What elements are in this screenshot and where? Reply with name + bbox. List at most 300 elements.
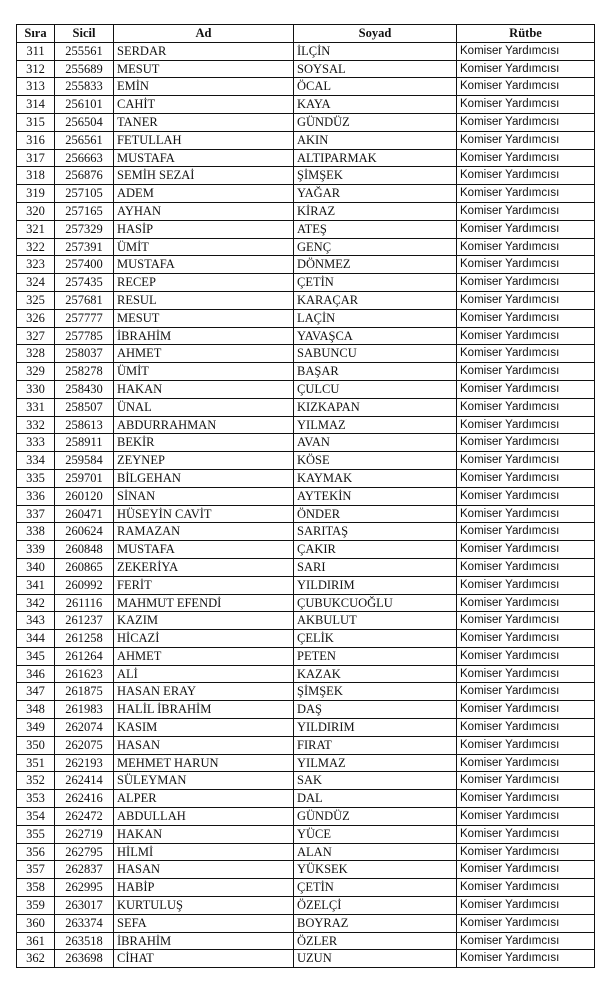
cell-sicil: 260865 <box>55 558 114 576</box>
cell-rutbe: Komiser Yardımcısı <box>457 185 595 203</box>
cell-sira: 322 <box>17 238 55 256</box>
cell-soyad: YILDIRIM <box>294 576 457 594</box>
cell-sicil: 256101 <box>55 96 114 114</box>
cell-ad: ÜNAL <box>114 398 294 416</box>
cell-ad: MAHMUT EFENDİ <box>114 594 294 612</box>
cell-rutbe: Komiser Yardımcısı <box>457 719 595 737</box>
cell-soyad: BAŞAR <box>294 363 457 381</box>
table-row <box>17 754 595 772</box>
cell-sicil: 260471 <box>55 505 114 523</box>
cell-sira: 334 <box>17 452 55 470</box>
cell-soyad: DAŞ <box>294 701 457 719</box>
header-sira: Sıra <box>17 25 55 43</box>
table-row <box>17 345 595 363</box>
cell-soyad: KAYA <box>294 96 457 114</box>
cell-rutbe: Komiser Yardımcısı <box>457 505 595 523</box>
cell-ad: SİNAN <box>114 487 294 505</box>
cell-rutbe: Komiser Yardımcısı <box>457 363 595 381</box>
cell-sicil: 260120 <box>55 487 114 505</box>
cell-soyad: YÜCE <box>294 825 457 843</box>
cell-ad: MUSTAFA <box>114 541 294 559</box>
cell-sira: 316 <box>17 131 55 149</box>
cell-rutbe: Komiser Yardımcısı <box>457 309 595 327</box>
cell-sira: 342 <box>17 594 55 612</box>
cell-sicil: 262472 <box>55 808 114 826</box>
cell-sicil: 256561 <box>55 131 114 149</box>
cell-ad: MEHMET HARUN <box>114 754 294 772</box>
cell-ad: SÜLEYMAN <box>114 772 294 790</box>
cell-sira: 324 <box>17 274 55 292</box>
cell-soyad: ÇELİK <box>294 630 457 648</box>
table-row <box>17 309 595 327</box>
cell-sicil: 262414 <box>55 772 114 790</box>
cell-rutbe: Komiser Yardımcısı <box>457 825 595 843</box>
cell-soyad: ÖCAL <box>294 78 457 96</box>
table-row <box>17 914 595 932</box>
cell-sira: 356 <box>17 843 55 861</box>
cell-sicil: 260992 <box>55 576 114 594</box>
cell-ad: RESUL <box>114 291 294 309</box>
cell-ad: ADEM <box>114 185 294 203</box>
cell-ad: ALİ <box>114 665 294 683</box>
cell-rutbe: Komiser Yardımcısı <box>457 345 595 363</box>
cell-ad: HİLMİ <box>114 843 294 861</box>
cell-sira: 346 <box>17 665 55 683</box>
table-row <box>17 96 595 114</box>
cell-sicil: 255833 <box>55 78 114 96</box>
cell-soyad: AYTEKİN <box>294 487 457 505</box>
cell-sira: 353 <box>17 790 55 808</box>
table-row <box>17 843 595 861</box>
cell-soyad: SARITAŞ <box>294 523 457 541</box>
cell-sicil: 258278 <box>55 363 114 381</box>
cell-rutbe: Komiser Yardımcısı <box>457 701 595 719</box>
cell-ad: HÜSEYİN CAVİT <box>114 505 294 523</box>
cell-soyad: ÇETİN <box>294 879 457 897</box>
cell-sira: 344 <box>17 630 55 648</box>
cell-sira: 321 <box>17 220 55 238</box>
cell-sicil: 259584 <box>55 452 114 470</box>
cell-sira: 360 <box>17 914 55 932</box>
cell-soyad: ÇETİN <box>294 274 457 292</box>
cell-ad: TANER <box>114 113 294 131</box>
cell-sira: 329 <box>17 363 55 381</box>
cell-sira: 341 <box>17 576 55 594</box>
header-sicil: Sicil <box>55 25 114 43</box>
cell-sicil: 257391 <box>55 238 114 256</box>
table-row <box>17 790 595 808</box>
cell-rutbe: Komiser Yardımcısı <box>457 416 595 434</box>
cell-sicil: 258613 <box>55 416 114 434</box>
cell-sicil: 258507 <box>55 398 114 416</box>
cell-sira: 355 <box>17 825 55 843</box>
table-row <box>17 452 595 470</box>
cell-soyad: ÇUBUKCUOĞLU <box>294 594 457 612</box>
cell-sicil: 257329 <box>55 220 114 238</box>
cell-sira: 335 <box>17 469 55 487</box>
cell-rutbe: Komiser Yardımcısı <box>457 380 595 398</box>
cell-ad: ALPER <box>114 790 294 808</box>
cell-rutbe: Komiser Yardımcısı <box>457 434 595 452</box>
table-row <box>17 701 595 719</box>
cell-soyad: KAYMAK <box>294 469 457 487</box>
cell-soyad: YAVAŞCA <box>294 327 457 345</box>
cell-sicil: 258430 <box>55 380 114 398</box>
cell-soyad: ÖNDER <box>294 505 457 523</box>
cell-rutbe: Komiser Yardımcısı <box>457 149 595 167</box>
table-row <box>17 558 595 576</box>
cell-soyad: ATEŞ <box>294 220 457 238</box>
cell-ad: ÜMİT <box>114 238 294 256</box>
table-row <box>17 327 595 345</box>
cell-sicil: 262193 <box>55 754 114 772</box>
cell-soyad: AKIN <box>294 131 457 149</box>
table-row <box>17 167 595 185</box>
cell-sira: 358 <box>17 879 55 897</box>
cell-soyad: ÖZLER <box>294 932 457 950</box>
cell-ad: MESUT <box>114 60 294 78</box>
cell-sira: 319 <box>17 185 55 203</box>
cell-rutbe: Komiser Yardımcısı <box>457 238 595 256</box>
cell-sicil: 263518 <box>55 932 114 950</box>
cell-soyad: SOYSAL <box>294 60 457 78</box>
cell-soyad: SABUNCU <box>294 345 457 363</box>
cell-ad: SEFA <box>114 914 294 932</box>
cell-sicil: 257105 <box>55 185 114 203</box>
table-row <box>17 220 595 238</box>
cell-soyad: İLÇİN <box>294 42 457 60</box>
cell-ad: SEMİH SEZAİ <box>114 167 294 185</box>
cell-ad: ABDURRAHMAN <box>114 416 294 434</box>
cell-sicil: 258037 <box>55 345 114 363</box>
cell-sicil: 261258 <box>55 630 114 648</box>
cell-rutbe: Komiser Yardımcısı <box>457 131 595 149</box>
cell-rutbe: Komiser Yardımcısı <box>457 932 595 950</box>
cell-ad: CAHİT <box>114 96 294 114</box>
cell-rutbe: Komiser Yardımcısı <box>457 327 595 345</box>
cell-rutbe: Komiser Yardımcısı <box>457 612 595 630</box>
cell-rutbe: Komiser Yardımcısı <box>457 665 595 683</box>
cell-sicil: 262416 <box>55 790 114 808</box>
cell-sira: 339 <box>17 541 55 559</box>
cell-rutbe: Komiser Yardımcısı <box>457 790 595 808</box>
cell-sicil: 257400 <box>55 256 114 274</box>
cell-soyad: FIRAT <box>294 736 457 754</box>
cell-sira: 343 <box>17 612 55 630</box>
cell-soyad: AKBULUT <box>294 612 457 630</box>
cell-ad: HİCAZİ <box>114 630 294 648</box>
cell-sicil: 263017 <box>55 897 114 915</box>
cell-sira: 320 <box>17 202 55 220</box>
table-row <box>17 683 595 701</box>
table-row <box>17 60 595 78</box>
table-row <box>17 185 595 203</box>
header-soyad: Soyad <box>294 25 457 43</box>
cell-sira: 317 <box>17 149 55 167</box>
cell-sira: 313 <box>17 78 55 96</box>
cell-sira: 330 <box>17 380 55 398</box>
cell-rutbe: Komiser Yardımcısı <box>457 879 595 897</box>
table-row <box>17 487 595 505</box>
cell-sira: 323 <box>17 256 55 274</box>
cell-soyad: DAL <box>294 790 457 808</box>
table-row <box>17 808 595 826</box>
cell-sicil: 262795 <box>55 843 114 861</box>
cell-soyad: GENÇ <box>294 238 457 256</box>
cell-sicil: 261264 <box>55 647 114 665</box>
cell-sira: 318 <box>17 167 55 185</box>
cell-ad: HASAN <box>114 861 294 879</box>
cell-soyad: DÖNMEZ <box>294 256 457 274</box>
cell-rutbe: Komiser Yardımcısı <box>457 630 595 648</box>
cell-soyad: GÜNDÜZ <box>294 113 457 131</box>
cell-soyad: SARI <box>294 558 457 576</box>
cell-sira: 326 <box>17 309 55 327</box>
cell-rutbe: Komiser Yardımcısı <box>457 914 595 932</box>
cell-sicil: 262074 <box>55 719 114 737</box>
table-row <box>17 523 595 541</box>
cell-sira: 354 <box>17 808 55 826</box>
cell-sicil: 259701 <box>55 469 114 487</box>
cell-soyad: YAĞAR <box>294 185 457 203</box>
cell-sira: 359 <box>17 897 55 915</box>
table-row <box>17 719 595 737</box>
cell-rutbe: Komiser Yardımcısı <box>457 96 595 114</box>
cell-rutbe: Komiser Yardımcısı <box>457 897 595 915</box>
cell-ad: CİHAT <box>114 950 294 968</box>
table-row <box>17 149 595 167</box>
cell-rutbe: Komiser Yardımcısı <box>457 202 595 220</box>
table-row <box>17 238 595 256</box>
cell-sicil: 261875 <box>55 683 114 701</box>
cell-rutbe: Komiser Yardımcısı <box>457 469 595 487</box>
table-row <box>17 398 595 416</box>
cell-sira: 331 <box>17 398 55 416</box>
cell-ad: HASAN <box>114 736 294 754</box>
table-row <box>17 113 595 131</box>
cell-sira: 362 <box>17 950 55 968</box>
header-row <box>17 25 595 43</box>
cell-soyad: SAK <box>294 772 457 790</box>
cell-soyad: ÖZELÇİ <box>294 897 457 915</box>
cell-rutbe: Komiser Yardımcısı <box>457 78 595 96</box>
cell-ad: BEKİR <box>114 434 294 452</box>
cell-ad: MESUT <box>114 309 294 327</box>
cell-sicil: 260624 <box>55 523 114 541</box>
cell-sira: 348 <box>17 701 55 719</box>
cell-soyad: ŞİMŞEK <box>294 683 457 701</box>
cell-rutbe: Komiser Yardımcısı <box>457 523 595 541</box>
cell-sicil: 256876 <box>55 167 114 185</box>
cell-rutbe: Komiser Yardımcısı <box>457 256 595 274</box>
cell-ad: FETULLAH <box>114 131 294 149</box>
cell-ad: HALİL İBRAHİM <box>114 701 294 719</box>
cell-sicil: 257785 <box>55 327 114 345</box>
table-row <box>17 42 595 60</box>
cell-rutbe: Komiser Yardımcısı <box>457 843 595 861</box>
cell-rutbe: Komiser Yardımcısı <box>457 398 595 416</box>
table-row <box>17 772 595 790</box>
cell-ad: ABDULLAH <box>114 808 294 826</box>
cell-ad: KAZIM <box>114 612 294 630</box>
cell-rutbe: Komiser Yardımcısı <box>457 274 595 292</box>
cell-sicil: 261237 <box>55 612 114 630</box>
table-row <box>17 647 595 665</box>
cell-rutbe: Komiser Yardımcısı <box>457 558 595 576</box>
cell-rutbe: Komiser Yardımcısı <box>457 541 595 559</box>
cell-rutbe: Komiser Yardımcısı <box>457 683 595 701</box>
cell-ad: ÜMİT <box>114 363 294 381</box>
table-row <box>17 897 595 915</box>
cell-sicil: 263698 <box>55 950 114 968</box>
cell-ad: EMİN <box>114 78 294 96</box>
cell-sicil: 260848 <box>55 541 114 559</box>
cell-soyad: LAÇİN <box>294 309 457 327</box>
cell-rutbe: Komiser Yardımcısı <box>457 950 595 968</box>
table-row <box>17 612 595 630</box>
cell-rutbe: Komiser Yardımcısı <box>457 42 595 60</box>
cell-sira: 315 <box>17 113 55 131</box>
cell-soyad: ŞİMŞEK <box>294 167 457 185</box>
cell-ad: HABİP <box>114 879 294 897</box>
cell-soyad: GÜNDÜZ <box>294 808 457 826</box>
cell-sicil: 262837 <box>55 861 114 879</box>
cell-rutbe: Komiser Yardımcısı <box>457 808 595 826</box>
cell-soyad: ÇAKIR <box>294 541 457 559</box>
table-row <box>17 630 595 648</box>
cell-soyad: YILDIRIM <box>294 719 457 737</box>
cell-sicil: 262995 <box>55 879 114 897</box>
cell-sira: 349 <box>17 719 55 737</box>
cell-sira: 351 <box>17 754 55 772</box>
cell-ad: İBRAHİM <box>114 932 294 950</box>
cell-ad: MUSTAFA <box>114 256 294 274</box>
cell-soyad: KİRAZ <box>294 202 457 220</box>
cell-sira: 327 <box>17 327 55 345</box>
table-row <box>17 131 595 149</box>
cell-soyad: KÖSE <box>294 452 457 470</box>
cell-soyad: KIZKAPAN <box>294 398 457 416</box>
cell-rutbe: Komiser Yardımcısı <box>457 113 595 131</box>
cell-sira: 337 <box>17 505 55 523</box>
table-row <box>17 363 595 381</box>
cell-sicil: 255561 <box>55 42 114 60</box>
cell-soyad: KAZAK <box>294 665 457 683</box>
cell-sicil: 261116 <box>55 594 114 612</box>
cell-sicil: 257681 <box>55 291 114 309</box>
table-row <box>17 736 595 754</box>
cell-soyad: AVAN <box>294 434 457 452</box>
cell-ad: KASIM <box>114 719 294 737</box>
cell-ad: HASAN ERAY <box>114 683 294 701</box>
cell-soyad: ÇULCU <box>294 380 457 398</box>
personnel-table <box>16 24 595 968</box>
cell-sira: 350 <box>17 736 55 754</box>
cell-rutbe: Komiser Yardımcısı <box>457 647 595 665</box>
table-row <box>17 950 595 968</box>
cell-sira: 333 <box>17 434 55 452</box>
cell-sira: 314 <box>17 96 55 114</box>
table-row <box>17 78 595 96</box>
header-rutbe: Rütbe <box>457 25 595 43</box>
cell-sira: 311 <box>17 42 55 60</box>
cell-ad: ZEKERİYA <box>114 558 294 576</box>
table-row <box>17 434 595 452</box>
cell-soyad: ALTIPARMAK <box>294 149 457 167</box>
cell-sira: 332 <box>17 416 55 434</box>
cell-ad: HAKAN <box>114 380 294 398</box>
cell-ad: HAKAN <box>114 825 294 843</box>
cell-sicil: 255689 <box>55 60 114 78</box>
cell-soyad: YILMAZ <box>294 416 457 434</box>
cell-ad: RECEP <box>114 274 294 292</box>
cell-sira: 312 <box>17 60 55 78</box>
cell-sicil: 263374 <box>55 914 114 932</box>
cell-sira: 338 <box>17 523 55 541</box>
cell-ad: SERDAR <box>114 42 294 60</box>
cell-ad: MUSTAFA <box>114 149 294 167</box>
cell-rutbe: Komiser Yardımcısı <box>457 291 595 309</box>
cell-soyad: BOYRAZ <box>294 914 457 932</box>
cell-rutbe: Komiser Yardımcısı <box>457 772 595 790</box>
cell-sira: 345 <box>17 647 55 665</box>
cell-sira: 325 <box>17 291 55 309</box>
cell-sicil: 256663 <box>55 149 114 167</box>
table-row <box>17 576 595 594</box>
header-ad: Ad <box>114 25 294 43</box>
cell-sicil: 262075 <box>55 736 114 754</box>
table-row <box>17 594 595 612</box>
cell-sira: 352 <box>17 772 55 790</box>
cell-sicil: 262719 <box>55 825 114 843</box>
table-row <box>17 256 595 274</box>
cell-ad: BİLGEHAN <box>114 469 294 487</box>
cell-soyad: KARAÇAR <box>294 291 457 309</box>
cell-rutbe: Komiser Yardımcısı <box>457 167 595 185</box>
cell-rutbe: Komiser Yardımcısı <box>457 60 595 78</box>
table-row <box>17 380 595 398</box>
cell-ad: RAMAZAN <box>114 523 294 541</box>
cell-sira: 328 <box>17 345 55 363</box>
cell-ad: AYHAN <box>114 202 294 220</box>
table-body <box>17 42 595 967</box>
cell-sicil: 257165 <box>55 202 114 220</box>
cell-soyad: YILMAZ <box>294 754 457 772</box>
table-row <box>17 879 595 897</box>
table-row <box>17 505 595 523</box>
cell-rutbe: Komiser Yardımcısı <box>457 452 595 470</box>
table-row <box>17 416 595 434</box>
cell-rutbe: Komiser Yardımcısı <box>457 861 595 879</box>
table-row <box>17 665 595 683</box>
cell-sicil: 261983 <box>55 701 114 719</box>
cell-ad: İBRAHİM <box>114 327 294 345</box>
cell-rutbe: Komiser Yardımcısı <box>457 487 595 505</box>
cell-sicil: 256504 <box>55 113 114 131</box>
table-row <box>17 291 595 309</box>
cell-sicil: 257777 <box>55 309 114 327</box>
cell-ad: AHMET <box>114 647 294 665</box>
cell-soyad: YÜKSEK <box>294 861 457 879</box>
cell-rutbe: Komiser Yardımcısı <box>457 576 595 594</box>
table-row <box>17 274 595 292</box>
cell-rutbe: Komiser Yardımcısı <box>457 220 595 238</box>
cell-rutbe: Komiser Yardımcısı <box>457 736 595 754</box>
table-row <box>17 932 595 950</box>
table-row <box>17 469 595 487</box>
cell-sira: 340 <box>17 558 55 576</box>
cell-ad: FERİT <box>114 576 294 594</box>
